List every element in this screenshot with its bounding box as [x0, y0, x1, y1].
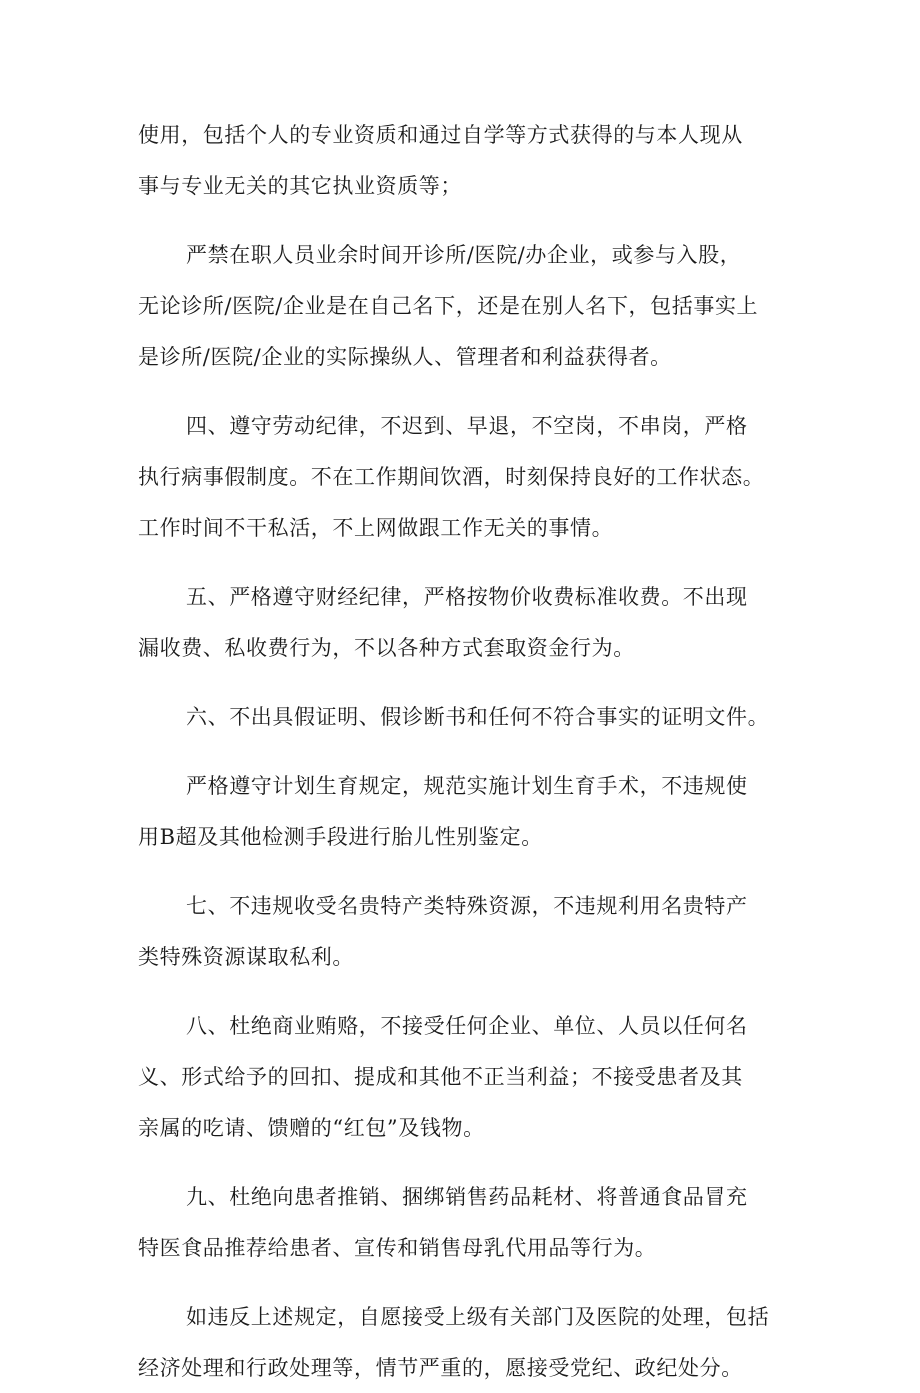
text-line: 无论诊所/医院/企业是在自己名下，还是在别人名下，包括事实上	[138, 294, 759, 318]
text-line: 事与专业无关的其它执业资质等；	[138, 174, 462, 198]
text-line: 如违反上述规定，自愿接受上级有关部门及医院的处理，包括	[186, 1305, 770, 1329]
text-line: 使用，包括个人的专业资质和通过自学等方式获得的与本人现从	[138, 123, 743, 147]
text-line: 经济处理和行政处理等，情节严重的，愿接受党纪、政纪处分。	[138, 1356, 743, 1380]
text-line: 漏收费、私收费行为，不以各种方式套取资金行为。	[138, 636, 635, 660]
text-line: 八、杜绝商业贿赂，不接受任何企业、单位、人员以任何名	[186, 1014, 748, 1038]
text-line: 严禁在职人员业余时间开诊所/医院/办企业，或参与入股，	[186, 243, 742, 267]
text-line: 义、形式给予的回扣、提成和其他不正当利益；不接受患者及其	[138, 1065, 743, 1089]
text-line: 严格遵守计划生育规定，规范实施计划生育手术，不违规使	[186, 774, 748, 798]
text-line: 类特殊资源谋取私利。	[138, 945, 354, 969]
text-line: 六、不出具假证明、假诊断书和任何不符合事实的证明文件。	[186, 705, 770, 729]
text-line: 工作时间不干私活，不上网做跟工作无关的事情。	[138, 516, 614, 540]
text-line: 特医食品推荐给患者、宣传和销售母乳代用品等行为。	[138, 1236, 657, 1260]
text-line: 用B超及其他检测手段进行胎儿性别鉴定。	[138, 825, 543, 849]
text-line: 九、杜绝向患者推销、捆绑销售药品耗材、将普通食品冒充	[186, 1185, 748, 1209]
text-line: 亲属的吃请、馈赠的“红包”及钱物。	[138, 1116, 485, 1140]
text-line: 四、遵守劳动纪律，不迟到、早退，不空岗，不串岗，严格	[186, 414, 748, 438]
text-line: 执行病事假制度。不在工作期间饮酒，时刻保持良好的工作状态。	[138, 465, 765, 489]
text-line: 是诊所/医院/企业的实际操纵人、管理者和利益获得者。	[138, 345, 672, 369]
text-line: 五、严格遵守财经纪律，严格按物价收费标准收费。不出现	[186, 585, 748, 609]
text-line: 七、不违规收受名贵特产类特殊资源，不违规利用名贵特产	[186, 894, 748, 918]
